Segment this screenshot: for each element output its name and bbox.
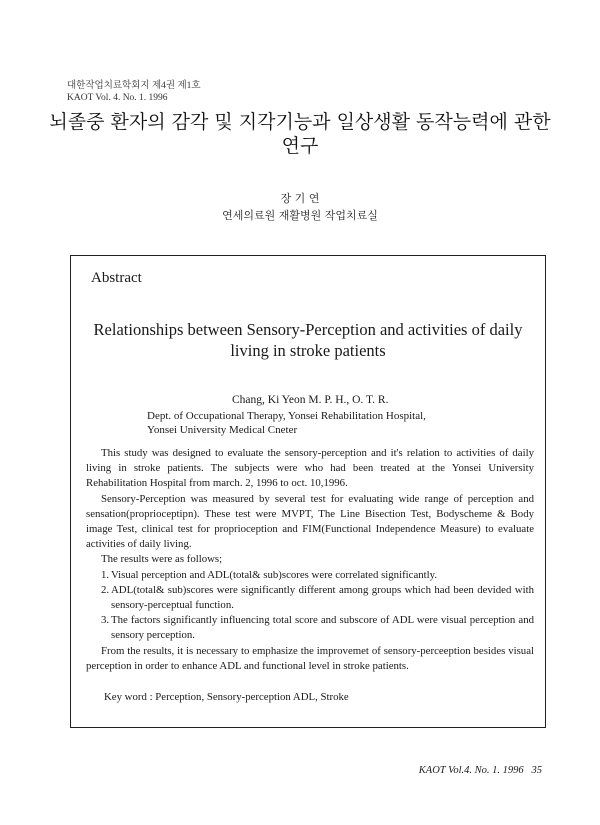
- english-affiliation: [147, 409, 426, 437]
- journal-header: [67, 80, 201, 104]
- result-text: ADL(total& sub)scores were significantly different among groups which had been devided with sensory-perceptual function.: [111, 583, 534, 612]
- result-text: Visual perception and ADL(total& sub)scores were correlated significantly.: [111, 568, 438, 581]
- results-intro: The results were as follows;: [101, 553, 223, 566]
- korean-affiliation: 연세의료원 재활병원 작업치료실: [222, 209, 378, 222]
- journal-korean: 대한작업치료학회지 제4권 제1호: [67, 81, 201, 91]
- english-title: [88, 319, 528, 361]
- english-title-line2: living in stroke patients: [230, 341, 386, 360]
- abstract-heading: Abstract: [91, 270, 142, 286]
- result-item-2: [86, 583, 534, 613]
- footer-citation: KAOT Vol.4. No. 1. 1996: [418, 765, 524, 776]
- abstract-paragraph-2: Sensory-Perception was measured by several test for evaluating wide range of perception and sensation(proprioceptipn). These test were MVPT, The Line Bisection Test, Bodyscheme & Body image Test, clinical test for proprioception and FIM(Functional Independence Measure) to evaluate activities of daily living.: [86, 492, 534, 551]
- result-item-3: [86, 613, 534, 643]
- keywords: Key word : Perception, Sensory-perception ADL, Stroke: [104, 691, 349, 703]
- korean-title-line1: 뇌졸중 환자의 감각 및 지각기능과 일상생활 동작능력에 관한: [49, 111, 551, 133]
- english-affiliation-line2: Yonsei University Medical Cneter: [147, 424, 298, 436]
- korean-title-line2: 연구: [281, 135, 319, 157]
- abstract-paragraph-1: This study was designed to evaluate the sensory-perception and it's relation to activities of daily living in stroke patients. The subjects were who had been treated at the Yonsei University Rehabilitation Hospital from march. 2, 1996 to oct. 10,1996.: [86, 447, 534, 490]
- result-item-1: [86, 568, 534, 583]
- english-affiliation-line1: Dept. of Occupational Therapy, Yonsei Rehabilitation Hospital,: [147, 410, 426, 422]
- result-number: 1.: [101, 568, 110, 581]
- journal-english: KAOT Vol. 4. No. 1. 1996: [67, 93, 168, 103]
- result-number: 2.: [101, 583, 110, 596]
- korean-title: [40, 110, 560, 158]
- english-author: Chang, Ki Yeon M. P. H., O. T. R.: [232, 394, 389, 406]
- result-number: 3.: [101, 614, 110, 627]
- page-footer: [419, 765, 542, 776]
- abstract-conclusion: From the results, it is necessary to emphasize the improvemet of sensory-perceeption besides visual perception in order to enhance ADL and functional level in stroke patients.: [86, 644, 534, 672]
- english-title-line1: Relationships between Sensory-Perception and activities of daily: [93, 320, 523, 339]
- result-text: The factors significantly influencing total score and subscore of ADL were visual perception and sensory perception.: [111, 614, 534, 642]
- results-list: [86, 568, 534, 644]
- page-number: 35: [531, 765, 542, 776]
- abstract-body: [86, 446, 534, 674]
- korean-author: 장 기 연: [280, 192, 320, 205]
